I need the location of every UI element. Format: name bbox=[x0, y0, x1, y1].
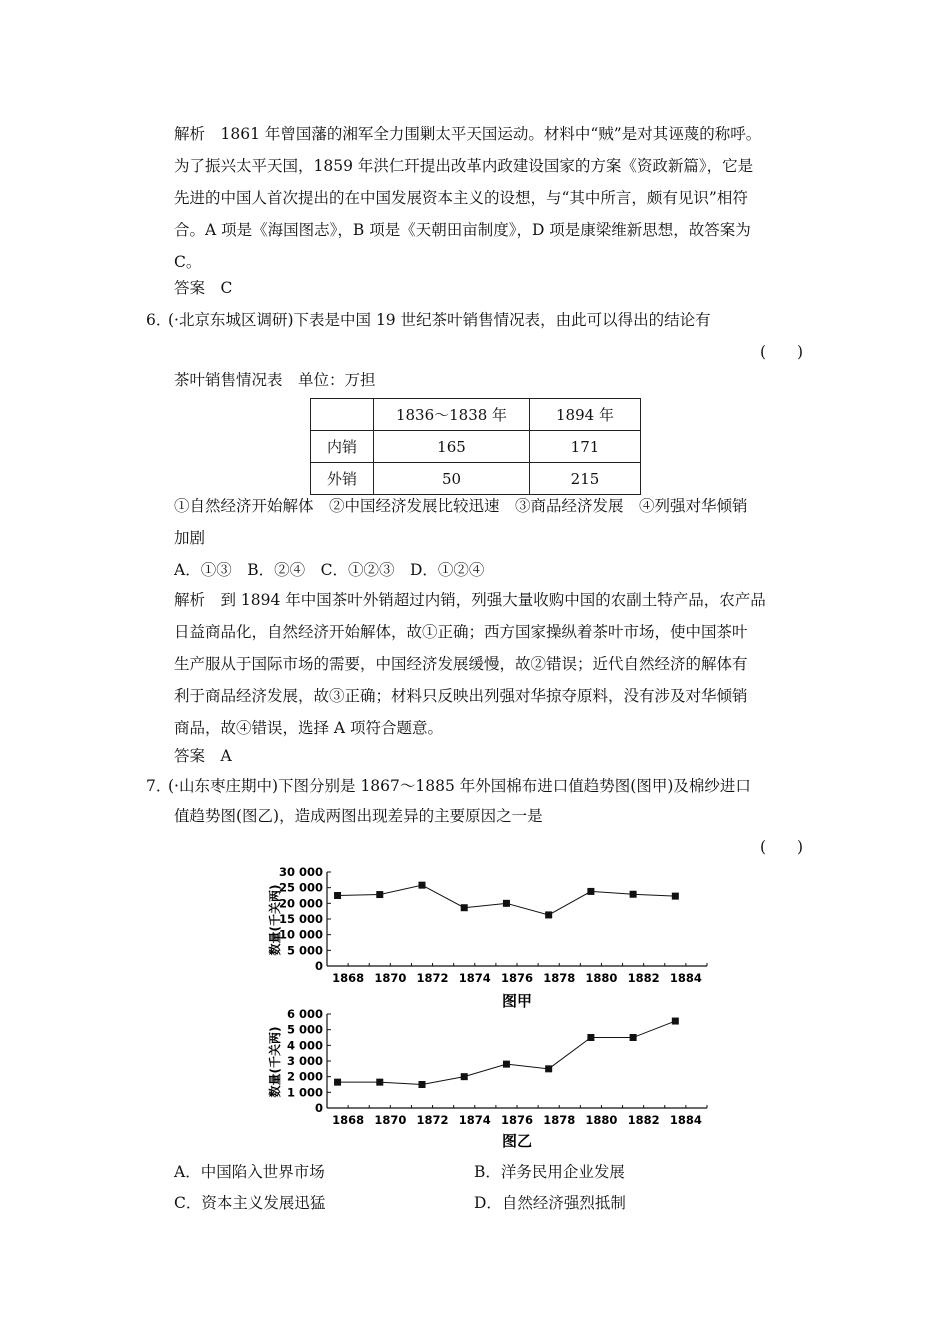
q5-analysis-line-1: 解析 1861 年曾国藩的湘军全力围剿太平天国运动。材料中“贼”是对其诬蔑的称呼。 bbox=[174, 125, 762, 143]
q6-analysis-line-5: 商品，故④错误，选择 A 项符合题意。 bbox=[174, 719, 444, 737]
q6-analysis-line-3: 生产服从于国际市场的需要，中国经济发展缓慢，故②错误；近代自然经济的解体有 bbox=[174, 655, 748, 673]
data-point bbox=[419, 882, 426, 889]
q5-analysis-line-2: 为了振兴太平天国，1859 年洪仁玕提出改革内政建设国家的方案《资政新篇》，它是 bbox=[174, 157, 754, 175]
q7-option-b: B．洋务民用企业发展 bbox=[474, 1163, 625, 1181]
x-tick-label: 1882 bbox=[627, 971, 660, 985]
q6-table-caption: 茶叶销售情况表 单位：万担 bbox=[174, 371, 376, 389]
table-cell: 215 bbox=[530, 463, 641, 495]
data-point bbox=[630, 1034, 637, 1041]
q6-analysis-line-4: 利于商品经济发展，故③正确；材料只反映出列强对华掠夺原料，没有涉及对华倾销 bbox=[174, 687, 748, 705]
chart-y-label: 数量(千关两) bbox=[268, 1026, 282, 1098]
data-point bbox=[461, 904, 468, 911]
data-point bbox=[376, 891, 383, 898]
data-point bbox=[419, 1081, 426, 1088]
data-point bbox=[334, 1079, 341, 1086]
data-point bbox=[672, 893, 679, 900]
data-point bbox=[545, 1065, 552, 1072]
chart-cloth-import bbox=[262, 862, 722, 1012]
chart-marks bbox=[334, 1018, 679, 1088]
data-point bbox=[503, 1061, 510, 1068]
chart-axes bbox=[279, 865, 707, 985]
q7-stem-line-1: (·山东枣庄期中)下图分别是 1867～1885 年外国棉布进口值趋势图(图甲)及棉纱进口 bbox=[168, 777, 751, 795]
table-cell: 内销 bbox=[311, 431, 374, 463]
q7-option-d: D．自然经济强烈抵制 bbox=[474, 1194, 626, 1212]
x-tick-label: 1868 bbox=[332, 1113, 365, 1127]
y-tick-label: 15 000 bbox=[278, 912, 323, 926]
q6-options: A．①③ B．②④ C．①②③ D．①②④ bbox=[174, 561, 485, 579]
data-point bbox=[630, 891, 637, 898]
chart-yarn-import bbox=[262, 1004, 722, 1154]
table-cell: 50 bbox=[374, 463, 530, 495]
y-tick-label: 5 000 bbox=[286, 943, 323, 958]
q7-answer-paren: ( ) bbox=[760, 838, 804, 856]
data-point bbox=[672, 1018, 679, 1025]
chart-title: 图乙 bbox=[501, 1132, 533, 1150]
y-tick-label: 5 000 bbox=[286, 1022, 323, 1037]
chart-y-label: 数量(千关两) bbox=[268, 884, 282, 956]
y-tick-label: 1 000 bbox=[286, 1085, 323, 1100]
q6-analysis-line-1: 解析 到 1894 年中国茶叶外销超过内销，列强大量收购中国的农副土特产品，农产品 bbox=[174, 591, 766, 609]
y-tick-label: 30 000 bbox=[278, 865, 323, 879]
tea-sales-table bbox=[310, 398, 641, 495]
x-tick-label: 1870 bbox=[374, 971, 407, 985]
q7-option-c: C．资本主义发展迅猛 bbox=[174, 1194, 326, 1212]
y-tick-label: 0 bbox=[314, 1101, 323, 1115]
x-tick-label: 1884 bbox=[669, 971, 702, 985]
data-point bbox=[461, 1073, 468, 1080]
q5-analysis-line-5: C。 bbox=[174, 253, 202, 271]
q7-number: 7． bbox=[146, 777, 172, 795]
y-tick-label: 6 000 bbox=[286, 1007, 323, 1021]
q5-analysis-line-4: 合。A 项是《海国图志》，B 项是《天朝田亩制度》，D 项是康梁维新思想，故答案为 bbox=[174, 221, 751, 239]
x-tick-label: 1872 bbox=[416, 1113, 449, 1127]
x-tick-label: 1874 bbox=[458, 1113, 491, 1127]
x-tick-label: 1878 bbox=[543, 971, 576, 985]
q7-stem-line-2: 值趋势图(图乙)，造成两图出现差异的主要原因之一是 bbox=[174, 807, 543, 825]
data-point bbox=[334, 892, 341, 899]
table-cell: 171 bbox=[530, 431, 641, 463]
x-tick-label: 1868 bbox=[332, 971, 365, 985]
y-tick-label: 3 000 bbox=[286, 1054, 323, 1068]
x-tick-label: 1876 bbox=[500, 1113, 534, 1127]
y-tick-label: 4 000 bbox=[286, 1038, 323, 1053]
q6-stem: (·北京东城区调研)下表是中国 19 世纪茶叶销售情况表，由此可以得出的结论有 bbox=[168, 311, 711, 329]
x-tick-label: 1876 bbox=[500, 971, 534, 985]
y-tick-label: 25 000 bbox=[278, 880, 323, 895]
x-tick-label: 1884 bbox=[669, 1113, 702, 1127]
data-point bbox=[545, 911, 552, 918]
y-tick-label: 20 000 bbox=[278, 896, 323, 911]
q6-statements-line-1: ①自然经济开始解体 ②中国经济发展比较迅速 ③商品经济发展 ④列强对华倾销 bbox=[174, 497, 748, 515]
q6-analysis-line-2: 日益商品化，自然经济开始解体，故①正确；西方国家操纵着茶叶市场，使中国茶叶 bbox=[174, 623, 748, 641]
table-cell: 外销 bbox=[311, 463, 374, 495]
q7-option-a: A．中国陷入世界市场 bbox=[174, 1163, 325, 1181]
x-tick-label: 1878 bbox=[543, 1113, 576, 1127]
x-tick-label: 1872 bbox=[416, 971, 449, 985]
x-tick-label: 1880 bbox=[585, 971, 618, 985]
data-point bbox=[587, 1034, 594, 1041]
x-tick-label: 1870 bbox=[374, 1113, 407, 1127]
table-header-row bbox=[311, 399, 641, 431]
x-tick-label: 1880 bbox=[585, 1113, 618, 1127]
q5-analysis-line-3: 先进的中国人首次提出的在中国发展资本主义的设想，与“其中所言，颇有见识”相符 bbox=[174, 189, 748, 207]
q6-number: 6． bbox=[146, 311, 172, 329]
q6-statements-line-2: 加剧 bbox=[174, 529, 206, 547]
table-header-cell bbox=[311, 399, 374, 431]
table-cell: 165 bbox=[374, 431, 530, 463]
data-point bbox=[503, 900, 510, 907]
chart-marks bbox=[334, 882, 679, 919]
table-row bbox=[311, 431, 641, 463]
y-tick-label: 0 bbox=[314, 959, 323, 973]
q5-answer: 答案 C bbox=[174, 279, 233, 297]
x-tick-label: 1874 bbox=[458, 971, 491, 985]
y-tick-label: 10 000 bbox=[278, 927, 323, 942]
series-line bbox=[338, 1021, 676, 1084]
y-tick-label: 2 000 bbox=[286, 1069, 323, 1084]
chart-title: 图甲 bbox=[501, 992, 533, 1010]
data-point bbox=[376, 1079, 383, 1086]
q6-answer-paren: ( ) bbox=[760, 343, 804, 361]
table-header-cell: 1894 年 bbox=[530, 399, 641, 431]
q6-answer: 答案 A bbox=[174, 747, 232, 765]
x-tick-label: 1882 bbox=[627, 1113, 660, 1127]
data-point bbox=[587, 888, 594, 895]
table-header-cell: 1836～1838 年 bbox=[374, 399, 530, 431]
